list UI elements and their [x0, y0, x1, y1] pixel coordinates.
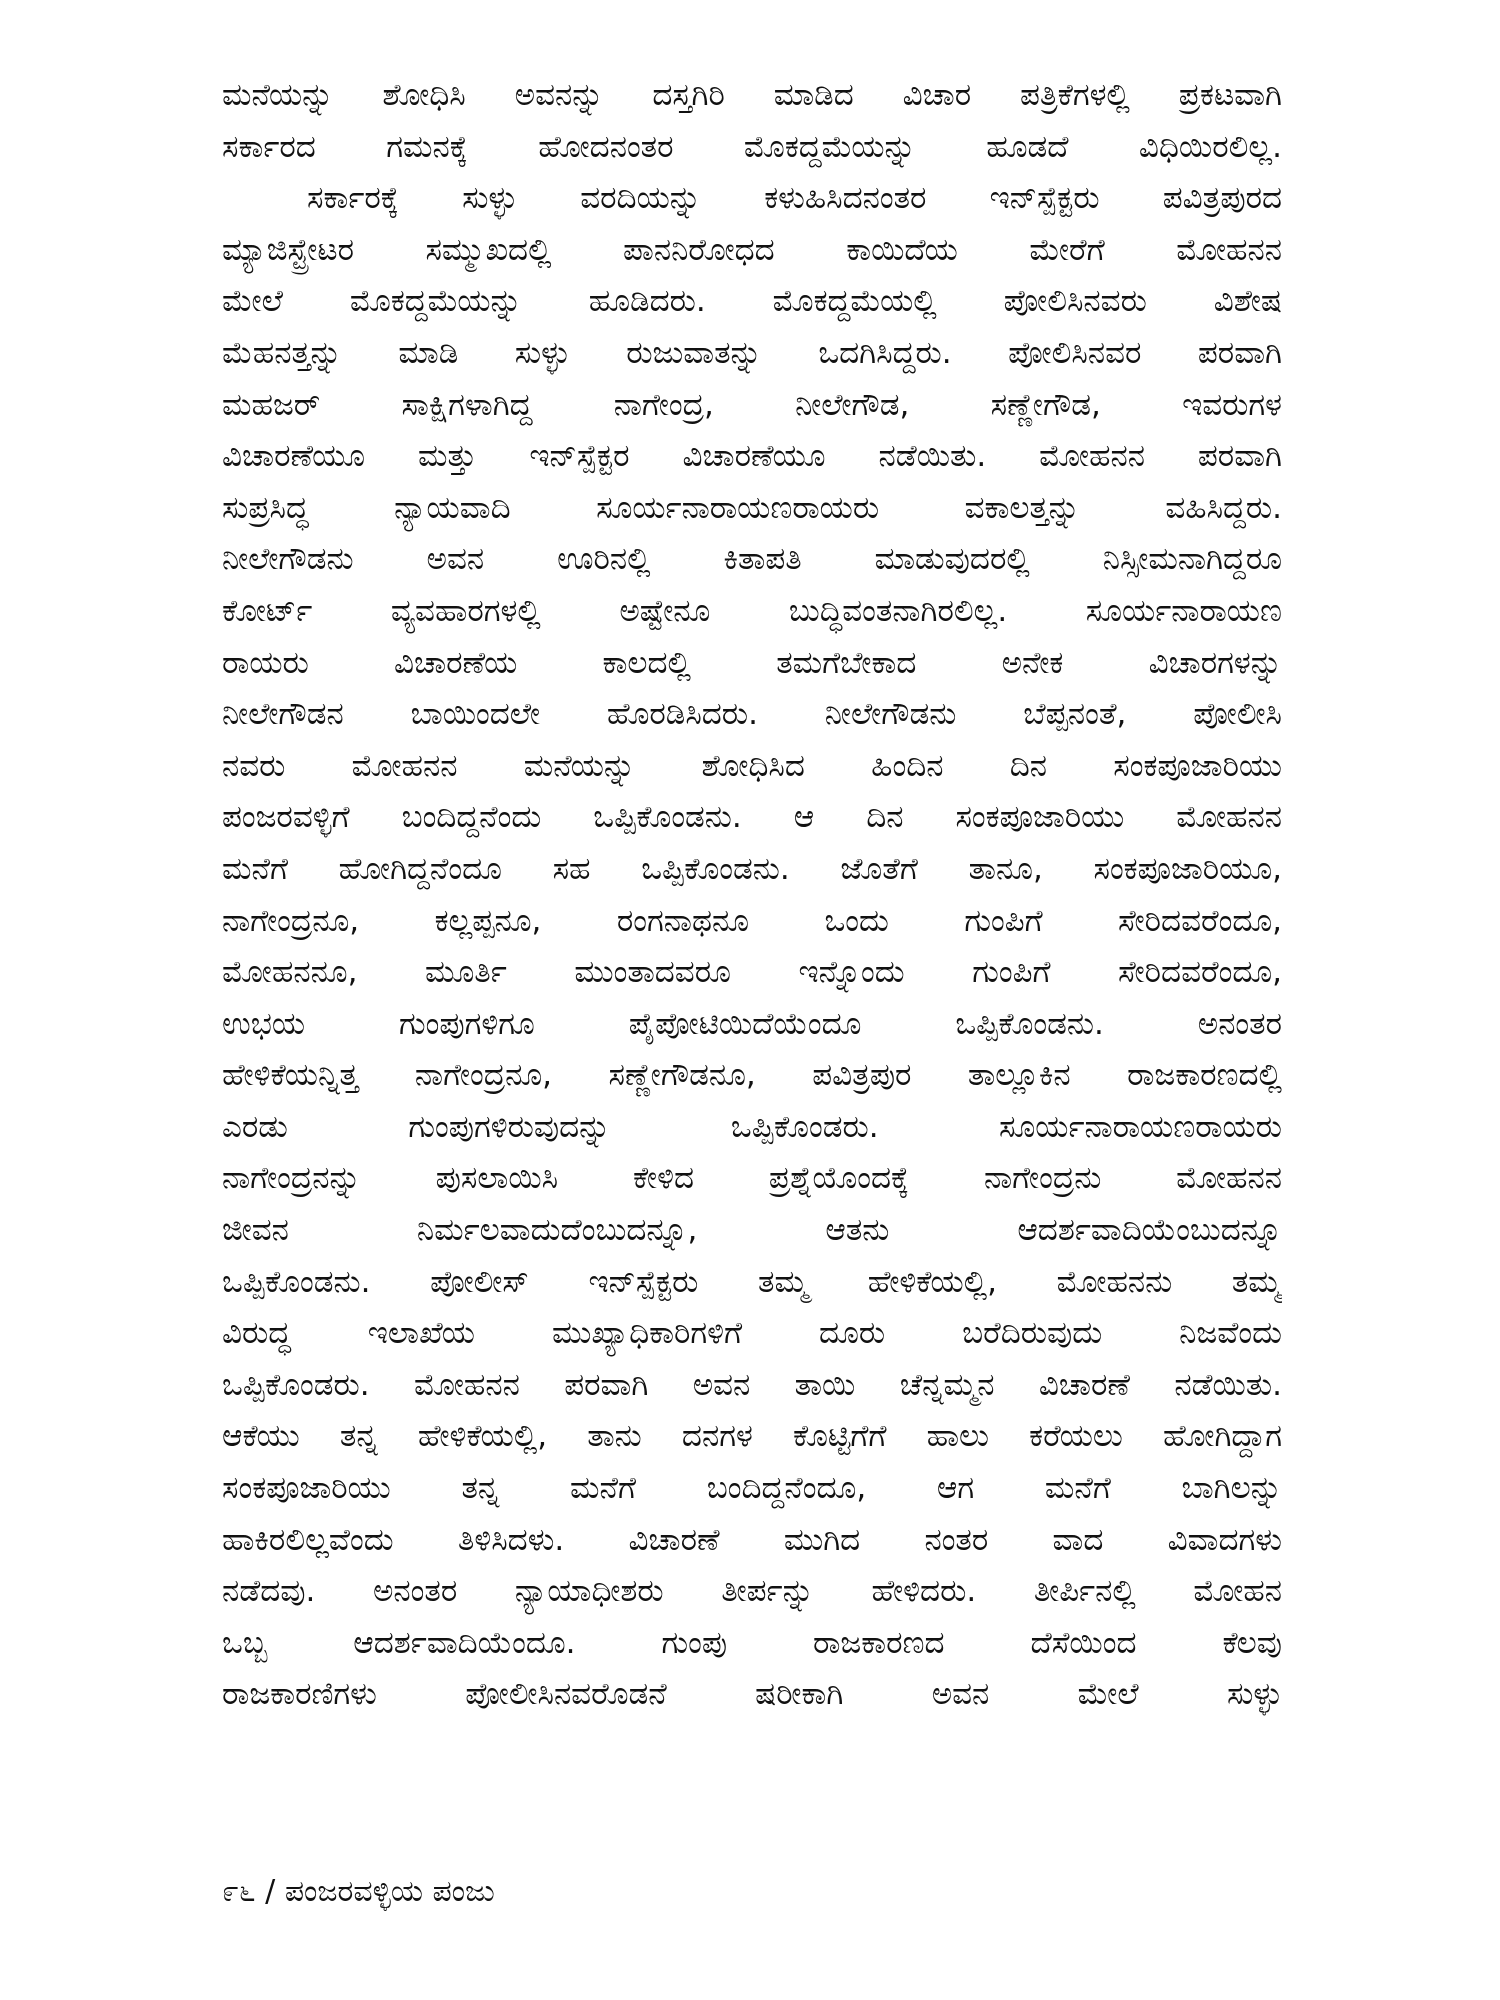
text-line: ಪಂಜರವಳ್ಳಿಗೆ ಬಂದಿದ್ದನೆಂದು ಒಪ್ಪಿಕೊಂಡನು. ಆ ದಿನ ಸಂಕಪೂಜಾರಿಯು ಮೋಹನನ — [222, 799, 1282, 836]
text-line: ಹಾಕಿರಲಿಲ್ಲವೆಂದು ತಿಳಿಸಿದಳು. ವಿಚಾರಣೆ ಮುಗಿದ ನಂತರ ವಾದ ವಿವಾದಗಳು — [222, 1521, 1282, 1558]
text-line: ವಿರುದ್ಧ ಇಲಾಖೆಯ ಮುಖ್ಯಾಧಿಕಾರಿಗಳಿಗೆ ದೂರು ಬರೆದಿರುವುದು ನಿಜವೆಂದು — [222, 1315, 1282, 1352]
text-line: ಮೋಹನನೂ, ಮೂರ್ತಿ ಮುಂತಾದವರೂ ಇನ್ನೊಂದು ಗುಂಪಿಗೆ ಸೇರಿದವರೆಂದೂ, — [222, 954, 1282, 991]
text-line: ಮನೆಯನ್ನು ಶೋಧಿಸಿ ಅವನನ್ನು ದಸ್ತಗಿರಿ ಮಾಡಿದ ವಿಚಾರ ಪತ್ರಿಕೆಗಳಲ್ಲಿ ಪ್ರಕಟವಾಗಿ — [222, 77, 1282, 113]
text-line: ನಾಗೇಂದ್ರನನ್ನು ಪುಸಲಾಯಿಸಿ ಕೇಳಿದ ಪ್ರಶ್ನೆಯೊಂದಕ್ಕೆ ನಾಗೇಂದ್ರನು ಮೋಹನನ — [222, 1160, 1282, 1197]
text-line: ನೀಲೇಗೌಡನ ಬಾಯಿಂದಲೇ ಹೊರಡಿಸಿದರು. ನೀಲೇಗೌಡನು ಬೆಪ್ಪನಂತೆ, ಪೋಲೀಸಿ — [222, 696, 1282, 733]
text-line: ಜೀವನ ನಿರ್ಮಲವಾದುದೆಂಬುದನ್ನೂ, ಆತನು ಆದರ್ಶವಾದಿಯೆಂಬುದನ್ನೂ — [222, 1212, 1282, 1249]
text-line: ಒಪ್ಪಿಕೊಂಡರು. ಮೋಹನನ ಪರವಾಗಿ ಅವನ ತಾಯಿ ಚೆನ್ನಮ್ಮನ ವಿಚಾರಣೆ ನಡೆಯಿತು. — [222, 1366, 1282, 1403]
text-line: ನವರು ಮೋಹನನ ಮನೆಯನ್ನು ಶೋಧಿಸಿದ ಹಿಂದಿನ ದಿನ ಸಂಕಪೂಜಾರಿಯು — [222, 747, 1282, 784]
text-line: ಒಪ್ಪಿಕೊಂಡನು. ಪೋಲೀಸ್ ಇನ್‌ಸ್ಪೆಕ್ಟರು ತಮ್ಮ ಹೇಳಿಕೆಯಲ್ಲಿ, ಮೋಹನನು ತಮ್ಮ — [222, 1263, 1282, 1300]
text-line: ರಾಜಕಾರಣಿಗಳು ಪೋಲೀಸಿನವರೊಡನೆ ಷರೀಕಾಗಿ ಅವನ ಮೇಲೆ ಸುಳ್ಳು — [222, 1676, 1282, 1713]
text-line: ನೀಲೇಗೌಡನು ಅವನ ಊರಿನಲ್ಲಿ ಕಿತಾಪತಿ ಮಾಡುವುದರಲ್ಲಿ ನಿಸ್ಸೀಮನಾಗಿದ್ದರೂ — [222, 541, 1282, 578]
page-number: ೯೬ — [222, 1874, 256, 1909]
text-line: ಹೇಳಿಕೆಯನ್ನಿತ್ತ ನಾಗೇಂದ್ರನೂ, ಸಣ್ಣೇಗೌಡನೂ, ಪವಿತ್ರಪುರ ತಾಲ್ಲೂಕಿನ ರಾಜಕಾರಣದಲ್ಲಿ — [222, 1057, 1282, 1094]
text-line: ನಡೆದವು. ಅನಂತರ ನ್ಯಾಯಾಧೀಶರು ತೀರ್ಪನ್ನು ಹೇಳಿದರು. ತೀರ್ಪಿನಲ್ಲಿ ಮೋಹನ — [222, 1573, 1282, 1610]
text-line: ಸಂಕಪೂಜಾರಿಯು ತನ್ನ ಮನೆಗೆ ಬಂದಿದ್ದನೆಂದೂ, ಆಗ ಮನೆಗೆ ಬಾಗಿಲನ್ನು — [222, 1470, 1282, 1507]
text-line: ಮಹಜರ್ ಸಾಕ್ಷಿಗಳಾಗಿದ್ದ ನಾಗೇಂದ್ರ, ನೀಲೇಗೌಡ, ಸಣ್ಣೇಗೌಡ, ಇವರುಗಳ — [222, 386, 1282, 423]
paragraph-start-line: ಸರ್ಕಾರಕ್ಕೆ ಸುಳ್ಳು ವರದಿಯನ್ನು ಕಳುಹಿಸಿದನಂತರ ಇನ್‌ಸ್ಪೆಕ್ಟರು ಪವಿತ್ರಪುರದ — [307, 180, 1282, 217]
text-line: ರಾಯರು ವಿಚಾರಣೆಯ ಕಾಲದಲ್ಲಿ ತಮಗೆಬೇಕಾದ ಅನೇಕ ವಿಚಾರಗಳನ್ನು — [222, 644, 1282, 681]
text-line: ಮ್ಯಾಜಿಸ್ಟ್ರೇಟರ ಸಮ್ಮುಖದಲ್ಲಿ ಪಾನನಿರೋಧದ ಕಾಯಿದೆಯ ಮೇರೆಗೆ ಮೋಹನನ — [222, 231, 1282, 268]
footer-separator: / — [265, 1874, 276, 1909]
text-line: ಮನೆಗೆ ಹೋಗಿದ್ದನೆಂದೂ ಸಹ ಒಪ್ಪಿಕೊಂಡನು. ಜೊತೆಗೆ ತಾನೂ, ಸಂಕಪೂಜಾರಿಯೂ, — [222, 850, 1282, 887]
text-line: ನಾಗೇಂದ್ರನೂ, ಕಲ್ಲಪ್ಪನೂ, ರಂಗನಾಥನೂ ಒಂದು ಗುಂಪಿಗೆ ಸೇರಿದವರೆಂದೂ, — [222, 902, 1282, 939]
text-line: ಸರ್ಕಾರದ ಗಮನಕ್ಕೆ ಹೋದನಂತರ ಮೊಕದ್ದಮೆಯನ್ನು ಹೂಡದೆ ವಿಧಿಯಿರಲಿಲ್ಲ. — [222, 128, 1282, 165]
book-title: ಪಂಜರವಳ್ಳಿಯ ಪಂಜು — [284, 1874, 495, 1909]
text-line: ಎರಡು ಗುಂಪುಗಳಿರುವುದನ್ನು ಒಪ್ಪಿಕೊಂಡರು. ಸೂರ್ಯನಾರಾಯಣರಾಯರು — [222, 1108, 1282, 1145]
text-line: ಉಭಯ ಗುಂಪುಗಳಿಗೂ ಪೈಪೋಟಿಯಿದೆಯೆಂದೂ ಒಪ್ಪಿಕೊಂಡನು. ಅನಂತರ — [222, 1005, 1282, 1042]
page-footer — [222, 1872, 495, 1912]
text-line: ವಿಚಾರಣೆಯೂ ಮತ್ತು ಇನ್‌ಸ್ಪೆಕ್ಟರ ವಿಚಾರಣೆಯೂ ನಡೆಯಿತು. ಮೋಹನನ ಪರವಾಗಿ — [222, 438, 1282, 475]
text-line: ಸುಪ್ರಸಿದ್ಧ ನ್ಯಾಯವಾದಿ ಸೂರ್ಯನಾರಾಯಣರಾಯರು ವಕಾಲತ್ತನ್ನು ವಹಿಸಿದ್ದರು. — [222, 489, 1282, 526]
body-text — [222, 70, 1282, 1721]
text-line: ಮೆಹನತ್ತನ್ನು ಮಾಡಿ ಸುಳ್ಳು ರುಜುವಾತನ್ನು ಒದಗಿಸಿದ್ದರು. ಪೋಲಿಸಿನವರ ಪರವಾಗಿ — [222, 334, 1282, 371]
text-line: ಒಬ್ಬ ಆದರ್ಶವಾದಿಯೆಂದೂ. ಗುಂಪು ರಾಜಕಾರಣದ ದೆಸೆಯಿಂದ ಕೆಲವು — [222, 1624, 1282, 1661]
text-line: ಕೋರ್ಟ್ ವ್ಯವಹಾರಗಳಲ್ಲಿ ಅಷ್ಟೇನೂ ಬುದ್ಧಿವಂತನಾಗಿರಲಿಲ್ಲ. ಸೂರ್ಯನಾರಾಯಣ — [222, 592, 1282, 629]
text-line: ಆಕೆಯು ತನ್ನ ಹೇಳಿಕೆಯಲ್ಲಿ, ತಾನು ದನಗಳ ಕೊಟ್ಟಿಗೆಗೆ ಹಾಲು ಕರೆಯಲು ಹೋಗಿದ್ದಾಗ — [222, 1418, 1282, 1455]
text-line: ಮೇಲೆ ಮೊಕದ್ದಮೆಯನ್ನು ಹೂಡಿದರು. ಮೊಕದ್ದಮೆಯಲ್ಲಿ ಪೋಲಿಸಿನವರು ವಿಶೇಷ — [222, 283, 1282, 320]
